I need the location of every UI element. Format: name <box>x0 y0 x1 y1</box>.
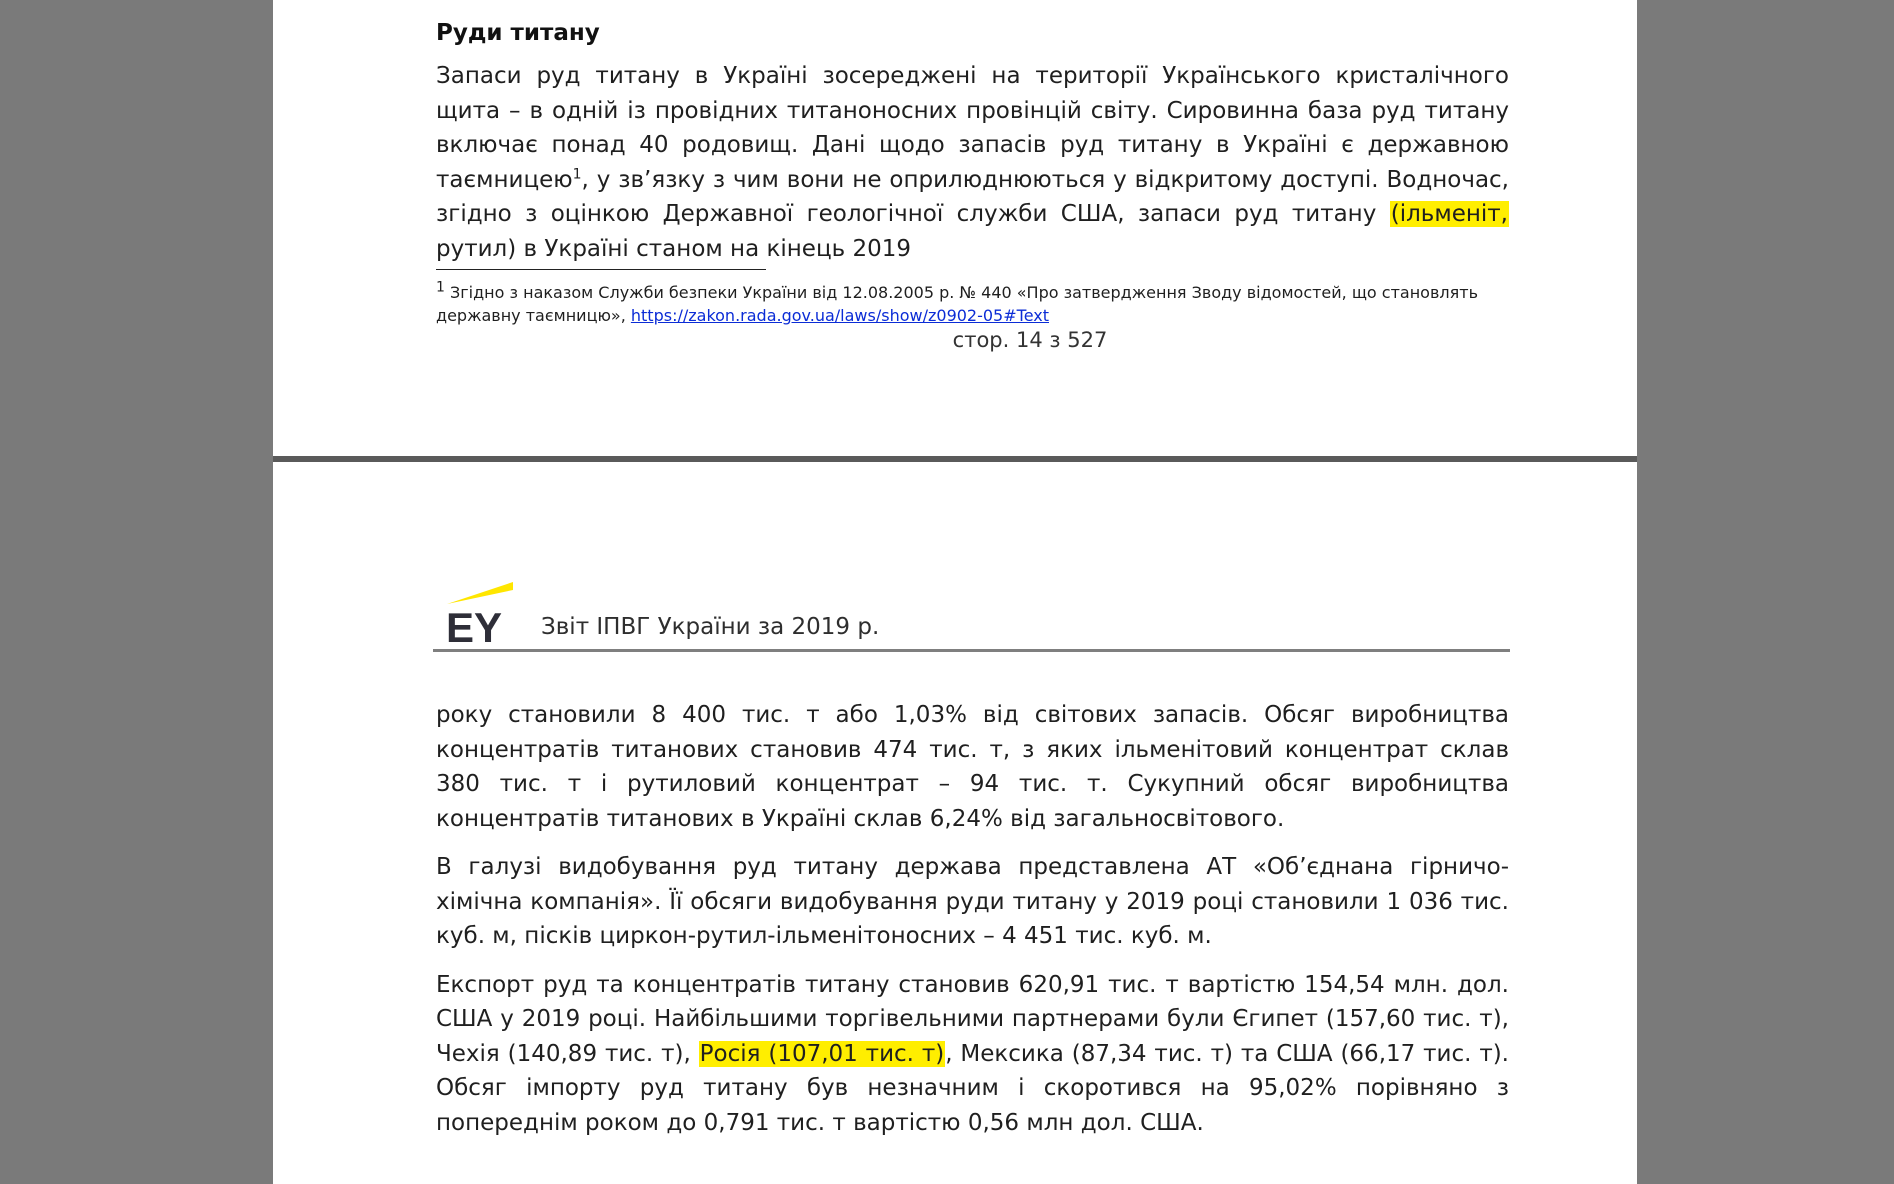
text-run: , у зв’язку з чим вони не оприлюднюються у відкритому доступі. Водночас, згідно з оцінкою Державної геологічної служби США, запаси руд титану <box>436 166 1509 227</box>
body-paragraph <box>436 968 1509 1141</box>
document-page-14 <box>273 0 1637 456</box>
text-run: Запаси руд титану в Україні зосереджені на території Українського кристалічного щита – в одній із провідних титаноносних провінцій світу. Сировинна база руд титану включає понад 40 родовищ. Дані щодо запасів руд титану в Україні є державною таємницею <box>436 63 1509 193</box>
footnote <box>436 281 1509 327</box>
ey-logo-icon <box>433 582 513 644</box>
document-page-15 <box>273 462 1637 1184</box>
highlighted-text: Росія (107,01 тис. т) <box>699 1040 945 1067</box>
footnote-separator <box>436 269 766 270</box>
footnote-mark: 1 <box>436 279 445 296</box>
page-number-text: стор. 14 з 527 <box>952 328 1108 352</box>
svg-text:EY: EY <box>446 604 503 644</box>
report-title: Звіт ІПВГ України за 2019 р. <box>541 614 880 640</box>
section-title: Руди титану <box>436 20 600 46</box>
footnote-text: Згідно з наказом Служби безпеки України від 12.08.2005 р. № 440 «Про затвердження Зводу відомостей, що становлять державну таємницю», <box>436 283 1478 325</box>
page-15-content <box>436 698 1509 1140</box>
text-run: Експорт руд та концентратів титану становив 620,91 тис. т вартістю 154,54 млн. дол. США у 2019 році. Найбільшими торгівельними партнерами були Єгипет (157,60 тис. т), Чехія (140,89 тис. т), <box>436 971 1509 1067</box>
footnote-ref[interactable]: 1 <box>572 165 582 182</box>
header-rule <box>433 649 1510 652</box>
page-number <box>273 328 1637 352</box>
highlighted-text: (ільменіт, <box>1390 201 1508 227</box>
body-paragraph: року становили 8 400 тис. т або 1,03% від світових запасів. Обсяг виробництва концентратів титанових становив 474 тис. т, з яких ільменітовий концентрат склав 380 тис. т і рутиловий концентрат – 94 тис. т. Сукупний обсяг виробництва концентратів титанових в Україні склав 6,24% від загальносвітового. <box>436 702 1509 832</box>
body-paragraph: В галузі видобування руд титану держава представлена АТ «Об’єднана гірничо-хімічна компанія». Її обсяги видобування руди титану у 2019 році становили 1 036 тис. куб. м, пісків циркон-рутил-ільменітоносних – 4 451 тис. куб. м. <box>436 854 1509 949</box>
page-header <box>433 582 1513 642</box>
body-paragraph <box>436 59 1509 266</box>
footnote-link[interactable]: https://zakon.rada.gov.ua/laws/show/z0902-05#Text <box>630 306 1049 325</box>
page-14-content <box>436 20 1509 266</box>
text-run: рутил) в Україні станом на кінець 2019 <box>436 235 912 262</box>
text-run: , Мексика (87,34 тис. т) та США (66,17 тис. т). Обсяг імпорту руд титану був незначним і скоротився на 95,02% порівняно з попереднім роком до 0,791 тис. т вартістю 0,56 млн дол. США. <box>436 1040 1509 1136</box>
